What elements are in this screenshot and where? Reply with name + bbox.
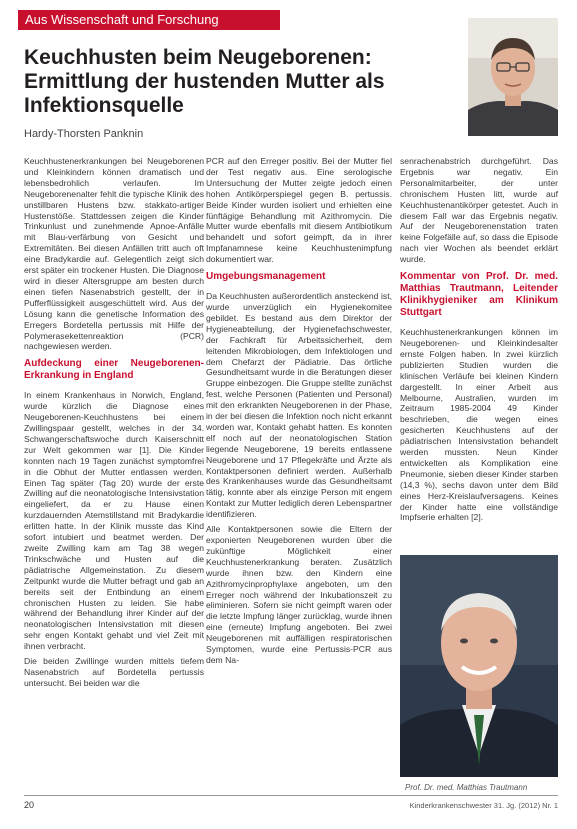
article-title: Keuchhusten beim Neugeborenen: Ermittlung der hustenden Mutter als Infektionsquelle	[24, 46, 385, 117]
paragraph: Keuchhustenerkrankungen können im Neugeborenen- und Kleinkindesalter ernste Folgen haben. In zwei kürzlich publizierten Studien wurden die klinischen Verläufe bei kleinen Kindern dargestellt. In einer Arbeit aus Melbourne, Australien, wurden im Zeitraum 1985-2004 49 Kinder beschrieben, die wegen eines gesicherten Keuchhustens auf der pädiatrischen Intensivstation behandelt werden mussten. Neun Kinder entwickelten als Komplikation eine Pneumonie, sieben dieser Kinder starben (14,3 %), sechs davon unter dem Bild eines Herz-Kreislaufversagens. Keines der Kinder hatte eine vollständige Impfserie erhalten [2].	[400, 327, 558, 523]
paragraph: In einem Krankenhaus in Norwich, England, wurde kürzlich die Diagnose eines Neugeborenen-Keuchhustens bei einem Zwillingspaar gestellt, welches in der 34. Schwangerschaftswoche durch Kaiserschnitt zur Welt gekommen war [1]. Die Kinder konnten nach 19 Tagen zunächst symptomfrei in die Obhut der Mutter entlassen werden. Einen Tag später (Tag 20) wurde der erste Zwilling auf die neonatologische Intensivstation eingeliefert, da er zu Hause einen kurzdauernden Atemstillstand mit Bradykardie erlitten hatte. In der Klinik musste das Kind sofort intubiert und beatmet werden. Der zweite Zwilling kam am Tag 38 wegen Trinkschwäche und Husten auf die pädiatrische Allgemeinstation. Zu diesem Zeitpunkt wurde die Mutter befragt und gab an bereits seit der Entbindung an einem chronischen Husten zu leiden. Sie habe während der Behandlung ihrer Kinder auf der neonatologischen Intensivstation mit diesen sehr engen Kontakt gehabt und viel Zeit mit ihnen verbracht.	[24, 390, 204, 652]
paragraph: PCR auf den Erreger positiv. Bei der Mutter fiel der Test negativ aus. Eine serologische Untersuchung der Mutter zeigte jedoch einen hohen Antikörperspiegel gegen B. pertussis. Beide Kinder wurden isoliert und erhielten eine fünftägige Behandlung mit Azithromycin. Die Mutter wurde ebenfalls mit diesem Antibiotikum behandelt und sofort geimpft, da in ihrer Impfanamnese keine Keuchhustenimpfung dokumentiert war.	[206, 156, 392, 265]
paragraph: Alle Kontaktpersonen sowie die Eltern der exponierten Neugeborenen wurden über die zukünftige Möglichkeit einer Keuchhustenerkrankung beraten. Zusätzlich wurde ihnen bzw. den Kindern eine Azithromycinprophylaxe angeboten, um den Erreger noch während der Inkubationszeit zu eliminieren. Sofern sie nicht geimpft waren oder die letzte Impfung länger zurücklag, wurde ihnen eine (erneute) Impfung angeboten. Bei zwei Neugeborenen mit auffälligen respiratorischen Symptomen, wurde eine Pertussis-PCR aus dem Na-	[206, 524, 392, 665]
section-header: Aus Wissenschaft und Forschung	[18, 10, 280, 30]
text-column-2	[206, 156, 392, 670]
paragraph: senrachenabstrich durchgeführt. Das Ergebnis war negativ. Ein Personalmitarbeiter, der unter chronischem Husten litt, wurde auf Keuchhustenantikörper getestet. Auch in diesem Fall war das Ergebnis negativ. Auf der Neugeborenenstation traten keine Folgefälle auf, so dass die Episode nach vier Wochen als beendet erklärt wurde.	[400, 156, 558, 265]
author-portrait-photo	[468, 18, 558, 136]
article-author: Hardy-Thorsten Panknin	[24, 128, 144, 140]
footer-divider	[24, 795, 558, 796]
text-column-1	[24, 156, 204, 693]
journal-reference: Kinderkrankenschwester 31. Jg. (2012) Nr. 1	[409, 801, 558, 810]
photo-caption: Prof. Dr. med. Matthias Trautmann	[405, 783, 528, 792]
page-number: 20	[24, 800, 35, 810]
trautmann-portrait-photo	[400, 555, 558, 777]
comment-heading: Kommentar von Prof. Dr. med. Matthias Trautmann, Leitender Klinikhygieniker am Klinikum Stuttgart	[400, 271, 558, 319]
paragraph: Keuchhustenerkrankungen bei Neugeborenen und Kleinkindern können dramatisch und lebensbedrohlich verlaufen. Im Neugeborenenalter fehlt die typische Klinik des unstillbaren Hustens bzw. stakkato-artiger Hustenstöße. Stattdessen zeigen die Kinder Trinkunlust und zunehmende Apnoe-Anfälle mit Blau-verfärbung von Gesicht und Extremitäten. Bei diesen Anfällen tritt auch oft eine Bradykardie auf. Gelegentlich zeigt sich erst später ein trockener Husten. Die Diagnose wird in dieser Altersgruppe am besten durch einen tiefen Nasenabstrich gestellt, der in Pufferflüssigkeit ausgeschüttelt wird. Aus der Lösung kann die genetische Information des Erregers Bordetella pertussis mit Hilfe der Polymerasekettenreaktion (PCR) nachgewiesen werden.	[24, 156, 204, 352]
paragraph: Da Keuchhusten außerordentlich ansteckend ist, wurde unverzüglich ein Hygienekomitee gebildet. Es bestand aus dem Direktor der Hygieneabteilung, der Hygienefachschwester, der Fachkraft für Arbeitssicherheit, dem leitenden Mikrobiologen, dem Infektiologen und dem Chefarzt der Pädiatrie. Das örtliche Gesundheitsamt wurde in die Beratungen dieser Gruppe einbezogen. Die Gruppe stellte zunächst fest, welche Personen (Patienten und Personal) mit den erkrankten Neugeborenen in der Phase, in der bei diesen die Infektion noch nicht erkannt worden war, Kontakt gehabt hatten. Es konnten elf noch auf der neonatologischen Station liegende Neugeborene, 19 bereits entlassene Neugeborene und 17 Pflegekräfte und Ärzte als Kontaktpersonen definiert werden. Außerhalb des Krankenhauses wurde das Gesundheitsamt tätig, konnte aber als einzige Person mit engem Kontakt zur Mutter lediglich deren Lebenspartner identifizieren.	[206, 291, 392, 520]
text-column-3	[400, 156, 558, 527]
paragraph: Die beiden Zwillinge wurden mittels tiefem Nasenabstrich auf Bordetella pertussis untersucht. Bei beiden war die	[24, 656, 204, 688]
subheading: Umgebungsmanagement	[206, 271, 326, 283]
subheading: Aufdeckung einer Neugeborenen-Erkrankung in England	[24, 358, 204, 382]
